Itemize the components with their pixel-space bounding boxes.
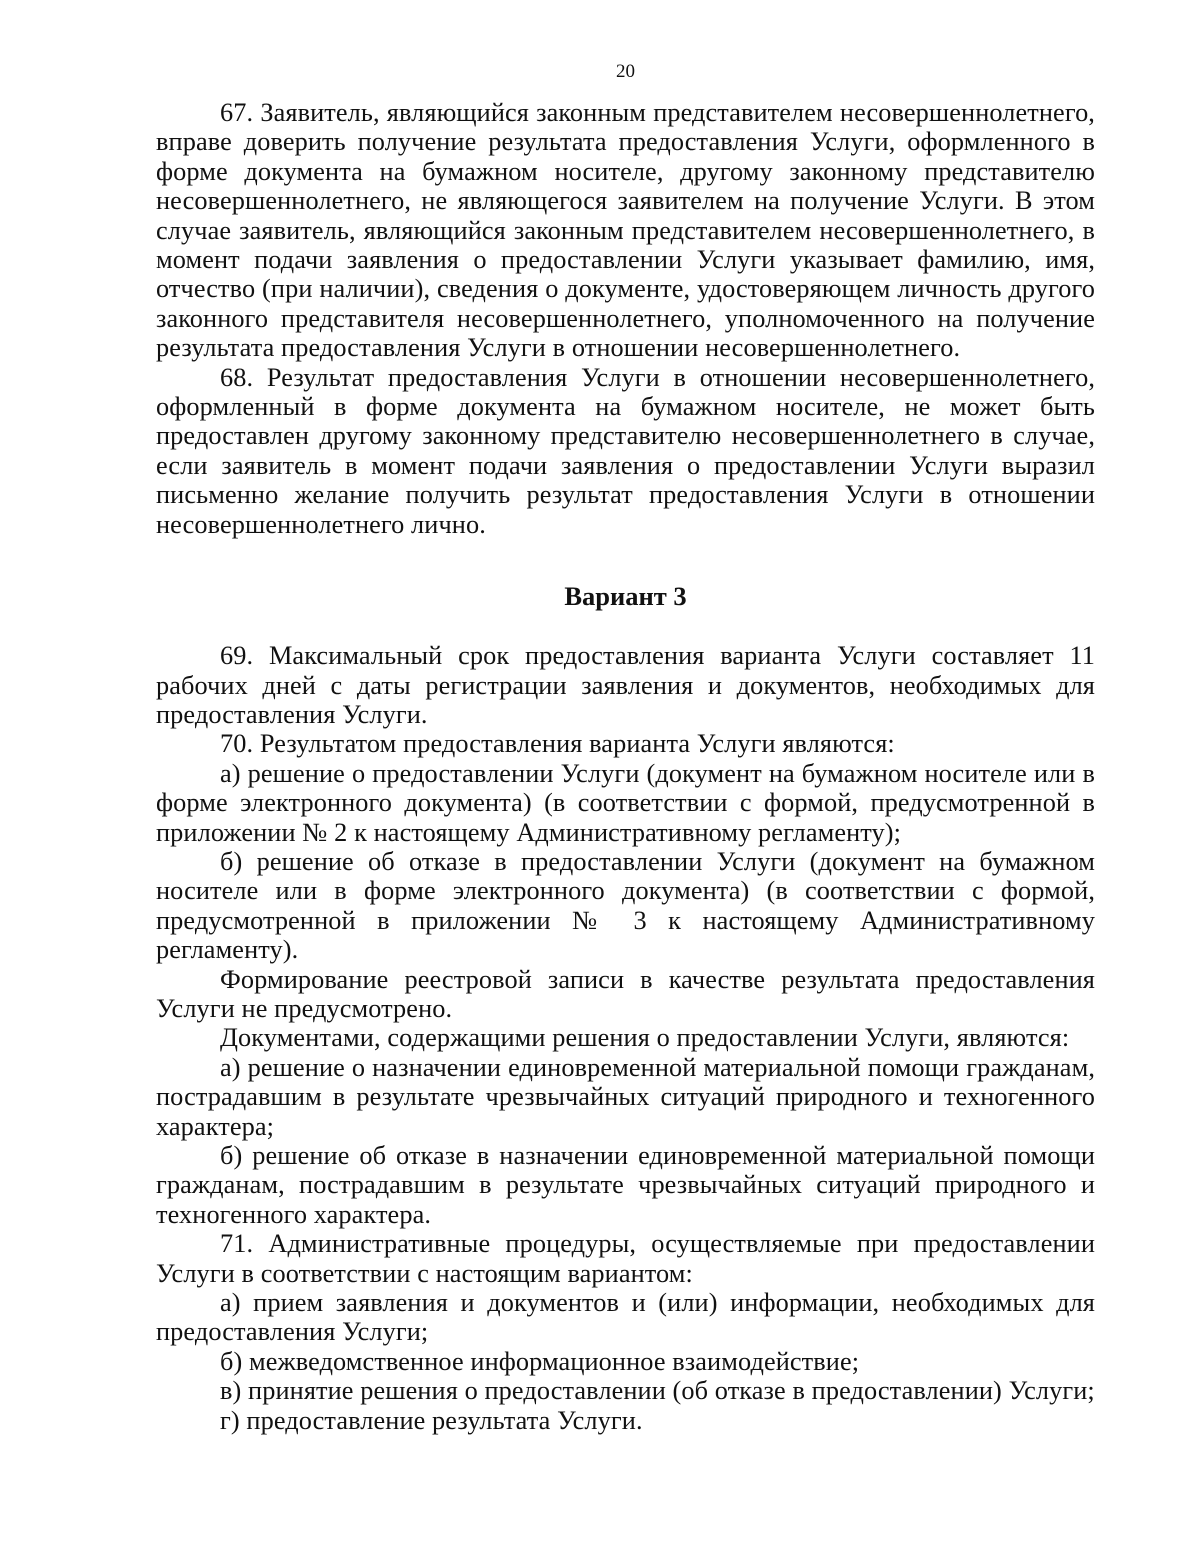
paragraph-69: 69. Максимальный срок предоставления варианта Услуги составляет 11 рабочих дней с даты регистрации заявления и документов, необходимых для предоставления Услуги.: [156, 641, 1095, 729]
page-number: 20: [616, 61, 635, 82]
paragraph-71-d: г) предоставление результата Услуги.: [220, 1405, 643, 1435]
paragraph-68: 68. Результат предоставления Услуги в отношении несовершеннолетнего, оформленный в форме документа на бумажном носителе, не может быть предоставлен другому законному представителю несовершеннолетнего в случае, если заявитель в момент подачи заявления о предоставлении Услуги выразил письменно желание получить результат предоставления Услуги в отношении несовершеннолетнего лично.: [156, 362, 1095, 539]
paragraph-decision-b: б) решение об отказе в назначении единовременной материальной помощи гражданам, пострадавшим в результате чрезвычайных ситуаций природного и техногенного характера.: [156, 1141, 1095, 1229]
paragraph-71-c: в) принятие решения о предоставлении (об отказе в предоставлении) Услуги;: [220, 1376, 1095, 1406]
paragraph-71-a: а) прием заявления и документов и (или) информации, необходимых для предоставления Услуги;: [156, 1288, 1095, 1347]
paragraph-67: 67. Заявитель, являющийся законным представителем несовершеннолетнего, вправе доверить получение результата предоставления Услуги, оформленного в форме документа на бумажном носителе, другому законному представителю несовершеннолетнего, не являющегося заявителем на получение Услуги. В этом случае заявитель, являющийся законным представителем несовершеннолетнего, в момент подачи заявления о предоставлении Услуги указывает фамилию, имя, отчество (при наличии), сведения о документе, удостоверяющем личность другого законного представителя несовершеннолетнего, уполномоченного на получение результата предоставления Услуги в отношении несовершеннолетнего.: [156, 98, 1095, 363]
paragraph-70-a: а) решение о предоставлении Услуги (документ на бумажном носителе или в форме электронного документа) (в соответствии с формой, предусмотренной в приложении № 2 к настоящему Административному регламенту);: [156, 758, 1095, 847]
paragraph-registry-note: Формирование реестровой записи в качестве результата предоставления Услуги не предусмотрено.: [156, 964, 1095, 1023]
paragraph-70: 70. Результатом предоставления варианта Услуги являются:: [220, 729, 895, 759]
paragraph-71-b: б) межведомственное информационное взаимодействие;: [220, 1346, 860, 1376]
paragraph-decision-documents: Документами, содержащими решения о предоставлении Услуги, являются:: [220, 1023, 1070, 1053]
section-title: Вариант 3: [564, 581, 687, 612]
paragraph-71: 71. Административные процедуры, осуществляемые при предоставлении Услуги в соответствии с настоящим вариантом:: [156, 1229, 1095, 1288]
paragraph-70-b: б) решение об отказе в предоставлении Услуги (документ на бумажном носителе или в форме электронного документа) (в соответствии с формой, предусмотренной в приложении № 3 к настоящему Административному регламенту).: [156, 846, 1095, 965]
paragraph-decision-a: а) решение о назначении единовременной материальной помощи гражданам, пострадавшим в результате чрезвычайных ситуаций природного и техногенного характера;: [156, 1052, 1095, 1141]
